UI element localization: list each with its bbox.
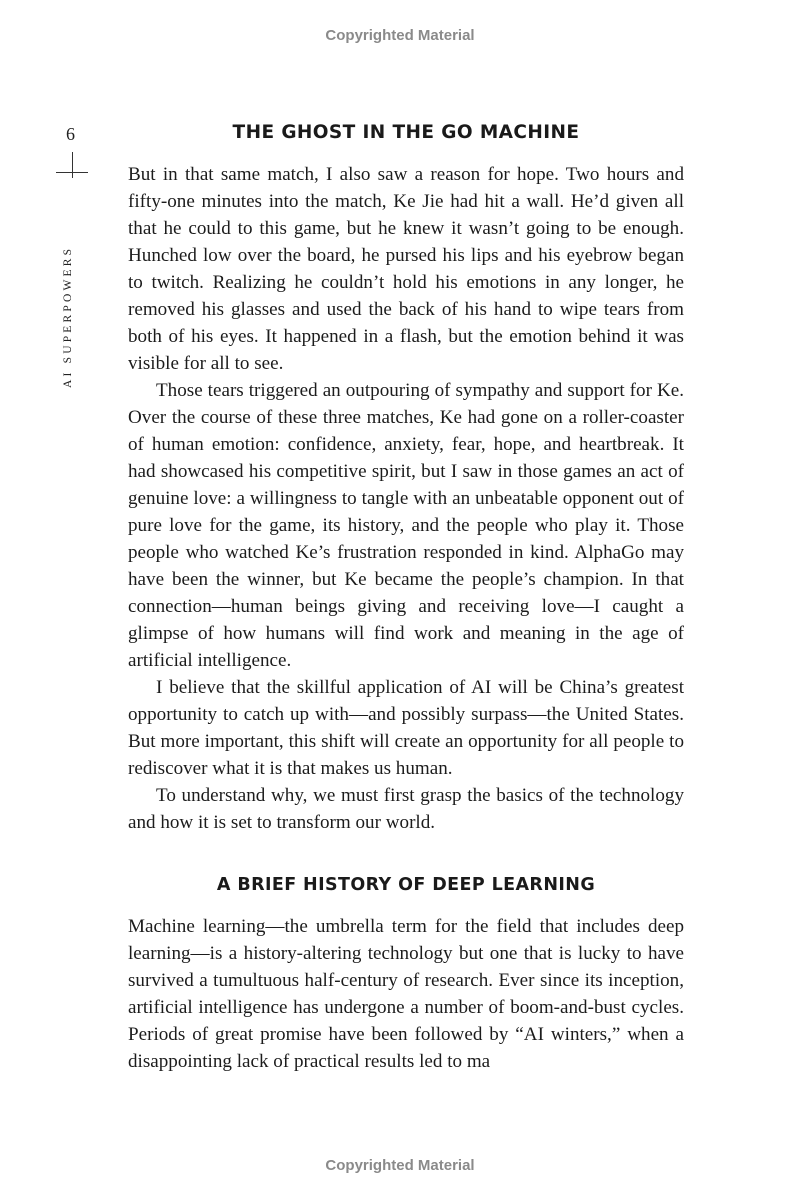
paragraph: Those tears triggered an outpouring of sympathy and support for Ke. Over the course of these three matches, Ke had gone on a roller-coaster of human emotion: confidence, anxiety, fear, hope, and heartbreak. It had showcased his competitive spirit, but I saw in those games an act of genuine love: a willingness to tangle with an unbeatable opponent out of pure love for the game, its history, and the people who play it. Those people who watched Ke’s frustration responded in kind. AlphaGo may have been the winner, but Ke became the people’s champion. In that connection—human beings giving and receiving love—I caught a glimpse of how humans will find work and meaning in the age of artificial intelligence. <box>128 380 684 671</box>
section-heading: A BRIEF HISTORY OF DEEP LEARNING <box>216 875 596 895</box>
page-number: 6 <box>66 124 75 144</box>
body-text-block-1 <box>128 161 684 836</box>
body-text-block-2 <box>128 913 684 1075</box>
paragraph: To understand why, we must first grasp the basics of the technology and how it is set to transform our world. <box>128 785 684 833</box>
copyright-watermark-top: Copyrighted Material <box>325 27 475 44</box>
side-divider-line <box>72 152 73 178</box>
side-divider-tick <box>56 172 88 173</box>
paragraph: Machine learning—the umbrella term for the field that includes deep learning—is a history-altering technology but one that is lucky to have survived a tumultuous half-century of research. Ever since its inception, artificial intelligence has undergone a number of boom-and-bust cycles. Periods of great promise have been followed by “AI winters,” when a disappointing lack of practical results led to ma <box>128 916 684 1072</box>
paragraph: But in that same match, I also saw a reason for hope. Two hours and fifty-one minutes into the match, Ke Jie had hit a wall. He’d given all that he could to this game, but he knew it wasn’t going to be enough. Hunched low over the board, he pursed his lips and his eyebrow began to twitch. Realizing he couldn’t hold his emotions in any longer, he removed his glasses and used the back of his hand to wipe tears from both of his eyes. It happened in a flash, but the emotion behind it was visible for all to see. <box>128 164 684 374</box>
copyright-watermark-bottom: Copyrighted Material <box>325 1157 475 1174</box>
vertical-book-title: AI SUPERPOWERS <box>62 245 74 388</box>
running-title: THE GHOST IN THE GO MACHINE <box>232 122 580 143</box>
paragraph: I believe that the skillful application of AI will be China’s greatest opportunity to catch up with—and possibly surpass—the United States. But more important, this shift will create an opportunity for all people to rediscover what it is that makes us human. <box>128 677 684 779</box>
